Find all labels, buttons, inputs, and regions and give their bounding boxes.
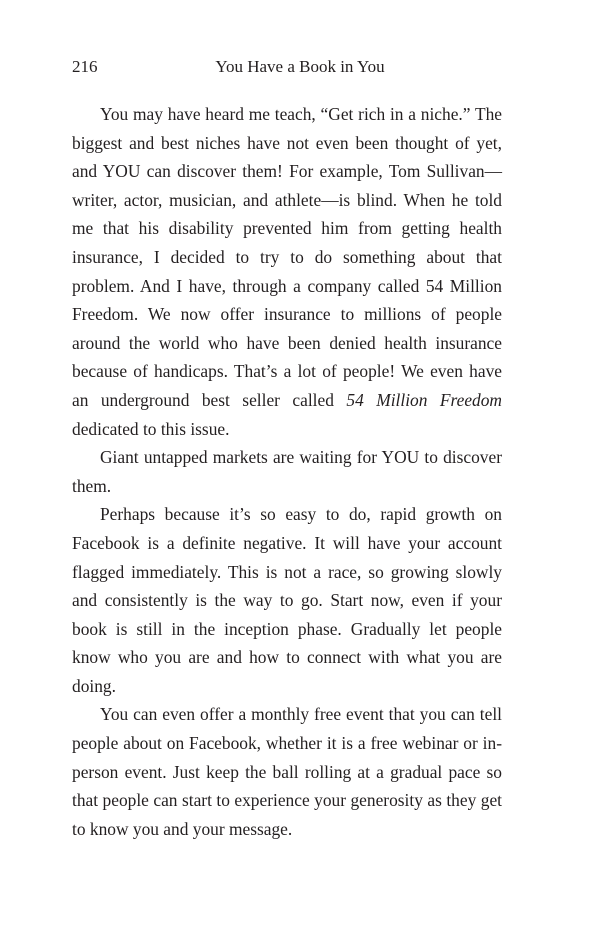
book-title: 54 Million Freedom (346, 389, 502, 410)
body-text (72, 100, 502, 843)
page-header (72, 54, 502, 80)
paragraph (72, 100, 502, 443)
page-number: 216 (72, 57, 98, 76)
paragraph: Giant untapped markets are waiting for YOU to discover them. (72, 447, 502, 496)
running-head: You Have a Book in You (215, 57, 385, 76)
paragraph-text: dedicated to this issue. (72, 418, 230, 439)
paragraph-text: You may have heard me teach, “Get rich in a niche.” The biggest and best niches have not even been thought of yet, and YOU can discover them! For example, Tom Sullivan—writer, actor, musician, and athlete—is blind. When he told me that his disability prevented him from getting health insurance, I decided to try to do something about that problem. And I have, through a company called 54 Million Freedom. We now offer insurance to millions of people around the world who have been denied health insurance because of handicaps. That’s a lot of people! We even have an underground best seller called (72, 104, 502, 410)
paragraph: You can even offer a monthly free event that you can tell people about on Facebook, whether it is a free webinar or in-person event. Just keep the ball rolling at a gradual pace so that people can start to experience your generosity as they get to know you and your message. (72, 704, 502, 839)
paragraph: Perhaps because it’s so easy to do, rapid growth on Facebook is a definite negative. It will have your account flagged immediately. This is not a race, so growing slowly and consistently is the way to go. Start now, even if your book is still in the inception phase. Gradually let people know who you are and how to connect with what you are doing. (72, 504, 502, 696)
